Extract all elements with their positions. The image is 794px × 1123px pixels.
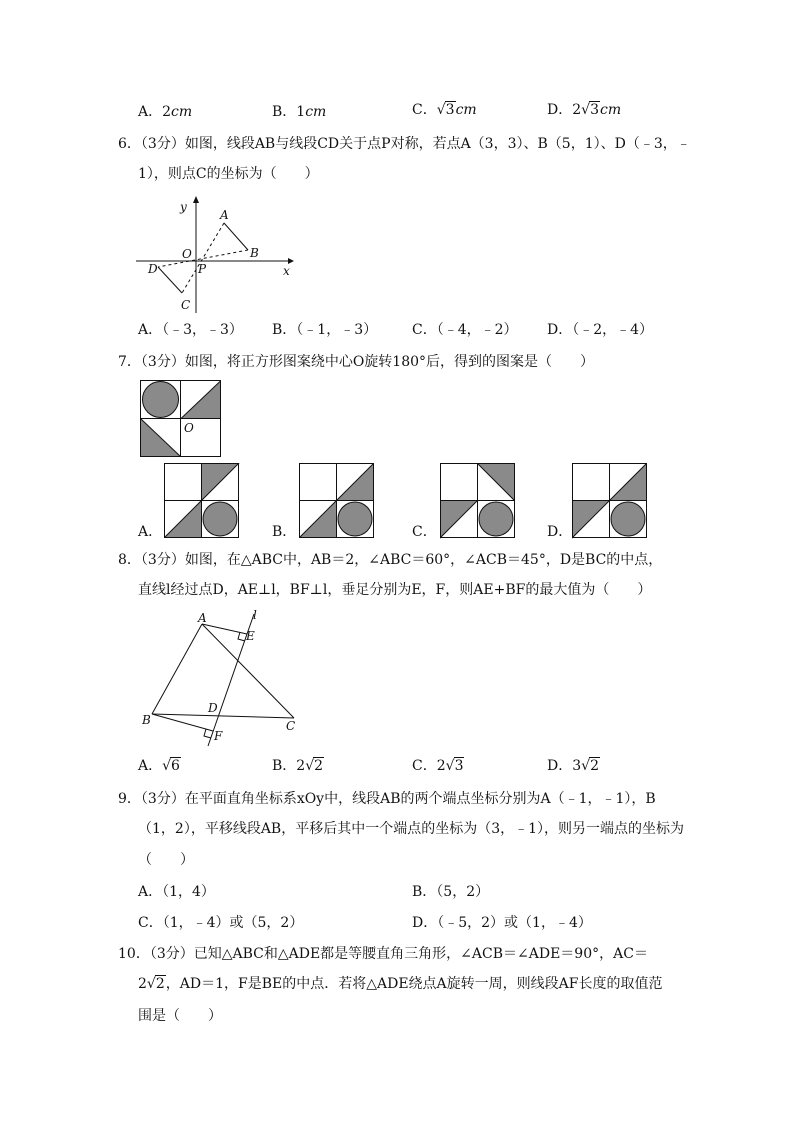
sqrt-symbol: √2 (305, 758, 324, 774)
q10-stem-line1: 10．（3分）已知△ABC和△ADE都是等腰直角三角形，∠ACB＝∠ADE＝90°，AC＝ (118, 946, 648, 962)
q6-stem-line1: 6．（3分）如图，线段AB与线段CD关于点P对称，若点A（3，3）、B（5，1）、D（﹣3，﹣ (118, 136, 691, 152)
q9-option-c: C．（1，﹣4）或（5，2） (138, 915, 304, 931)
q6-option-b: B．（﹣1，﹣3） (272, 322, 378, 338)
q7-option-a-letter: A． (138, 524, 163, 540)
sqrt-symbol: √3 (445, 758, 464, 774)
q7-option-a-figure (164, 463, 240, 539)
sqrt-symbol: √2 (581, 758, 599, 774)
q9-option-d: D．（﹣5，2）或（1，﹣4） (412, 915, 592, 931)
q8-label-a: A (198, 611, 207, 625)
q8-label-l: l (253, 608, 257, 622)
q8-label-f: F (214, 729, 223, 743)
q10-stem-line2: 2√2，AD＝1，F是BE的中点．若将△ADE绕点A旋转一周，则线段AF长度的取值范 (138, 976, 663, 992)
q9-stem-line1: 9．（3分）在平面直角坐标系xOy中，线段AB的两个端点坐标分别为A（﹣1，﹣1），B (118, 791, 656, 807)
sqrt-symbol: √3 (436, 102, 455, 118)
q7-option-d-letter: D． (547, 524, 573, 540)
q8-stem-line2: 直线l经过点D，AE⊥l，BF⊥l，垂足分别为E，F，则AE+BF的最大值为（ ） (138, 582, 652, 598)
q9-option-b: B．（5，2） (412, 884, 490, 900)
sqrt-symbol: √2 (146, 976, 165, 992)
q9-stem-line3: （ ） (138, 852, 194, 868)
q8-triangle-figure (136, 606, 311, 752)
q8-option-b: B．2√2 (272, 758, 324, 774)
point-p-label: P (198, 262, 207, 276)
q9-stem-line2: （1，2），平移线段AB，平移后其中一个端点的坐标为（3，﹣1），则另一端点的坐标为 (138, 821, 685, 837)
q8-label-b: B (142, 713, 151, 727)
q7-option-c-letter: C． (412, 524, 437, 540)
q8-label-d: D (208, 701, 218, 715)
q5-option-c: C．√3cm (412, 102, 477, 118)
q7-option-d-figure (572, 463, 648, 539)
q6-option-d: D．（﹣2，﹣4） (547, 322, 654, 338)
x-axis-label: x (283, 264, 290, 278)
sqrt-symbol: √3 (581, 102, 599, 118)
q7-option-b-figure (299, 463, 375, 539)
q6-stem-line2: 1），则点C的坐标为（ ） (138, 166, 319, 182)
q8-stem-line1: 8．（3分）如图，在△ABC中，AB＝2，∠ABC＝60°，∠ACB＝45°，D是BC的中点， (118, 552, 663, 568)
q6-coordinate-figure (136, 195, 296, 315)
q8-label-c: C (286, 719, 296, 733)
sqrt-symbol: √6 (162, 758, 180, 774)
q8-label-e: E (246, 629, 255, 643)
point-b-label: B (250, 246, 259, 260)
q7-stem-line1: 7．（3分）如图，将正方形图案绕中心O旋转180°后，得到的图案是（ ） (118, 354, 595, 370)
q5-option-d: D．2√3cm (547, 102, 622, 118)
point-c-label: C (181, 298, 191, 312)
q8-option-d: D．3√2 (547, 758, 599, 774)
q7-option-c-figure (440, 463, 516, 539)
q7-original-figure (140, 380, 222, 458)
q6-option-a: A．（﹣3，﹣3） (138, 322, 243, 338)
point-a-label: A (220, 208, 229, 222)
q6-option-c: C．（﹣4，﹣2） (412, 322, 518, 338)
q10-stem-line3: 围是（ ） (138, 1008, 222, 1024)
q5-option-a: A．2cm (138, 104, 193, 120)
y-axis-label: y (180, 200, 187, 214)
q9-option-a: A．（1，4） (138, 884, 215, 900)
q8-option-c: C．2√3 (412, 758, 464, 774)
point-d-label: D (148, 262, 158, 276)
q8-option-a: A．√6 (138, 758, 180, 774)
origin-label: O (182, 247, 192, 261)
center-o-label: O (184, 421, 194, 435)
q5-option-b: B．1cm (272, 104, 327, 120)
q7-option-b-letter: B． (272, 524, 297, 540)
